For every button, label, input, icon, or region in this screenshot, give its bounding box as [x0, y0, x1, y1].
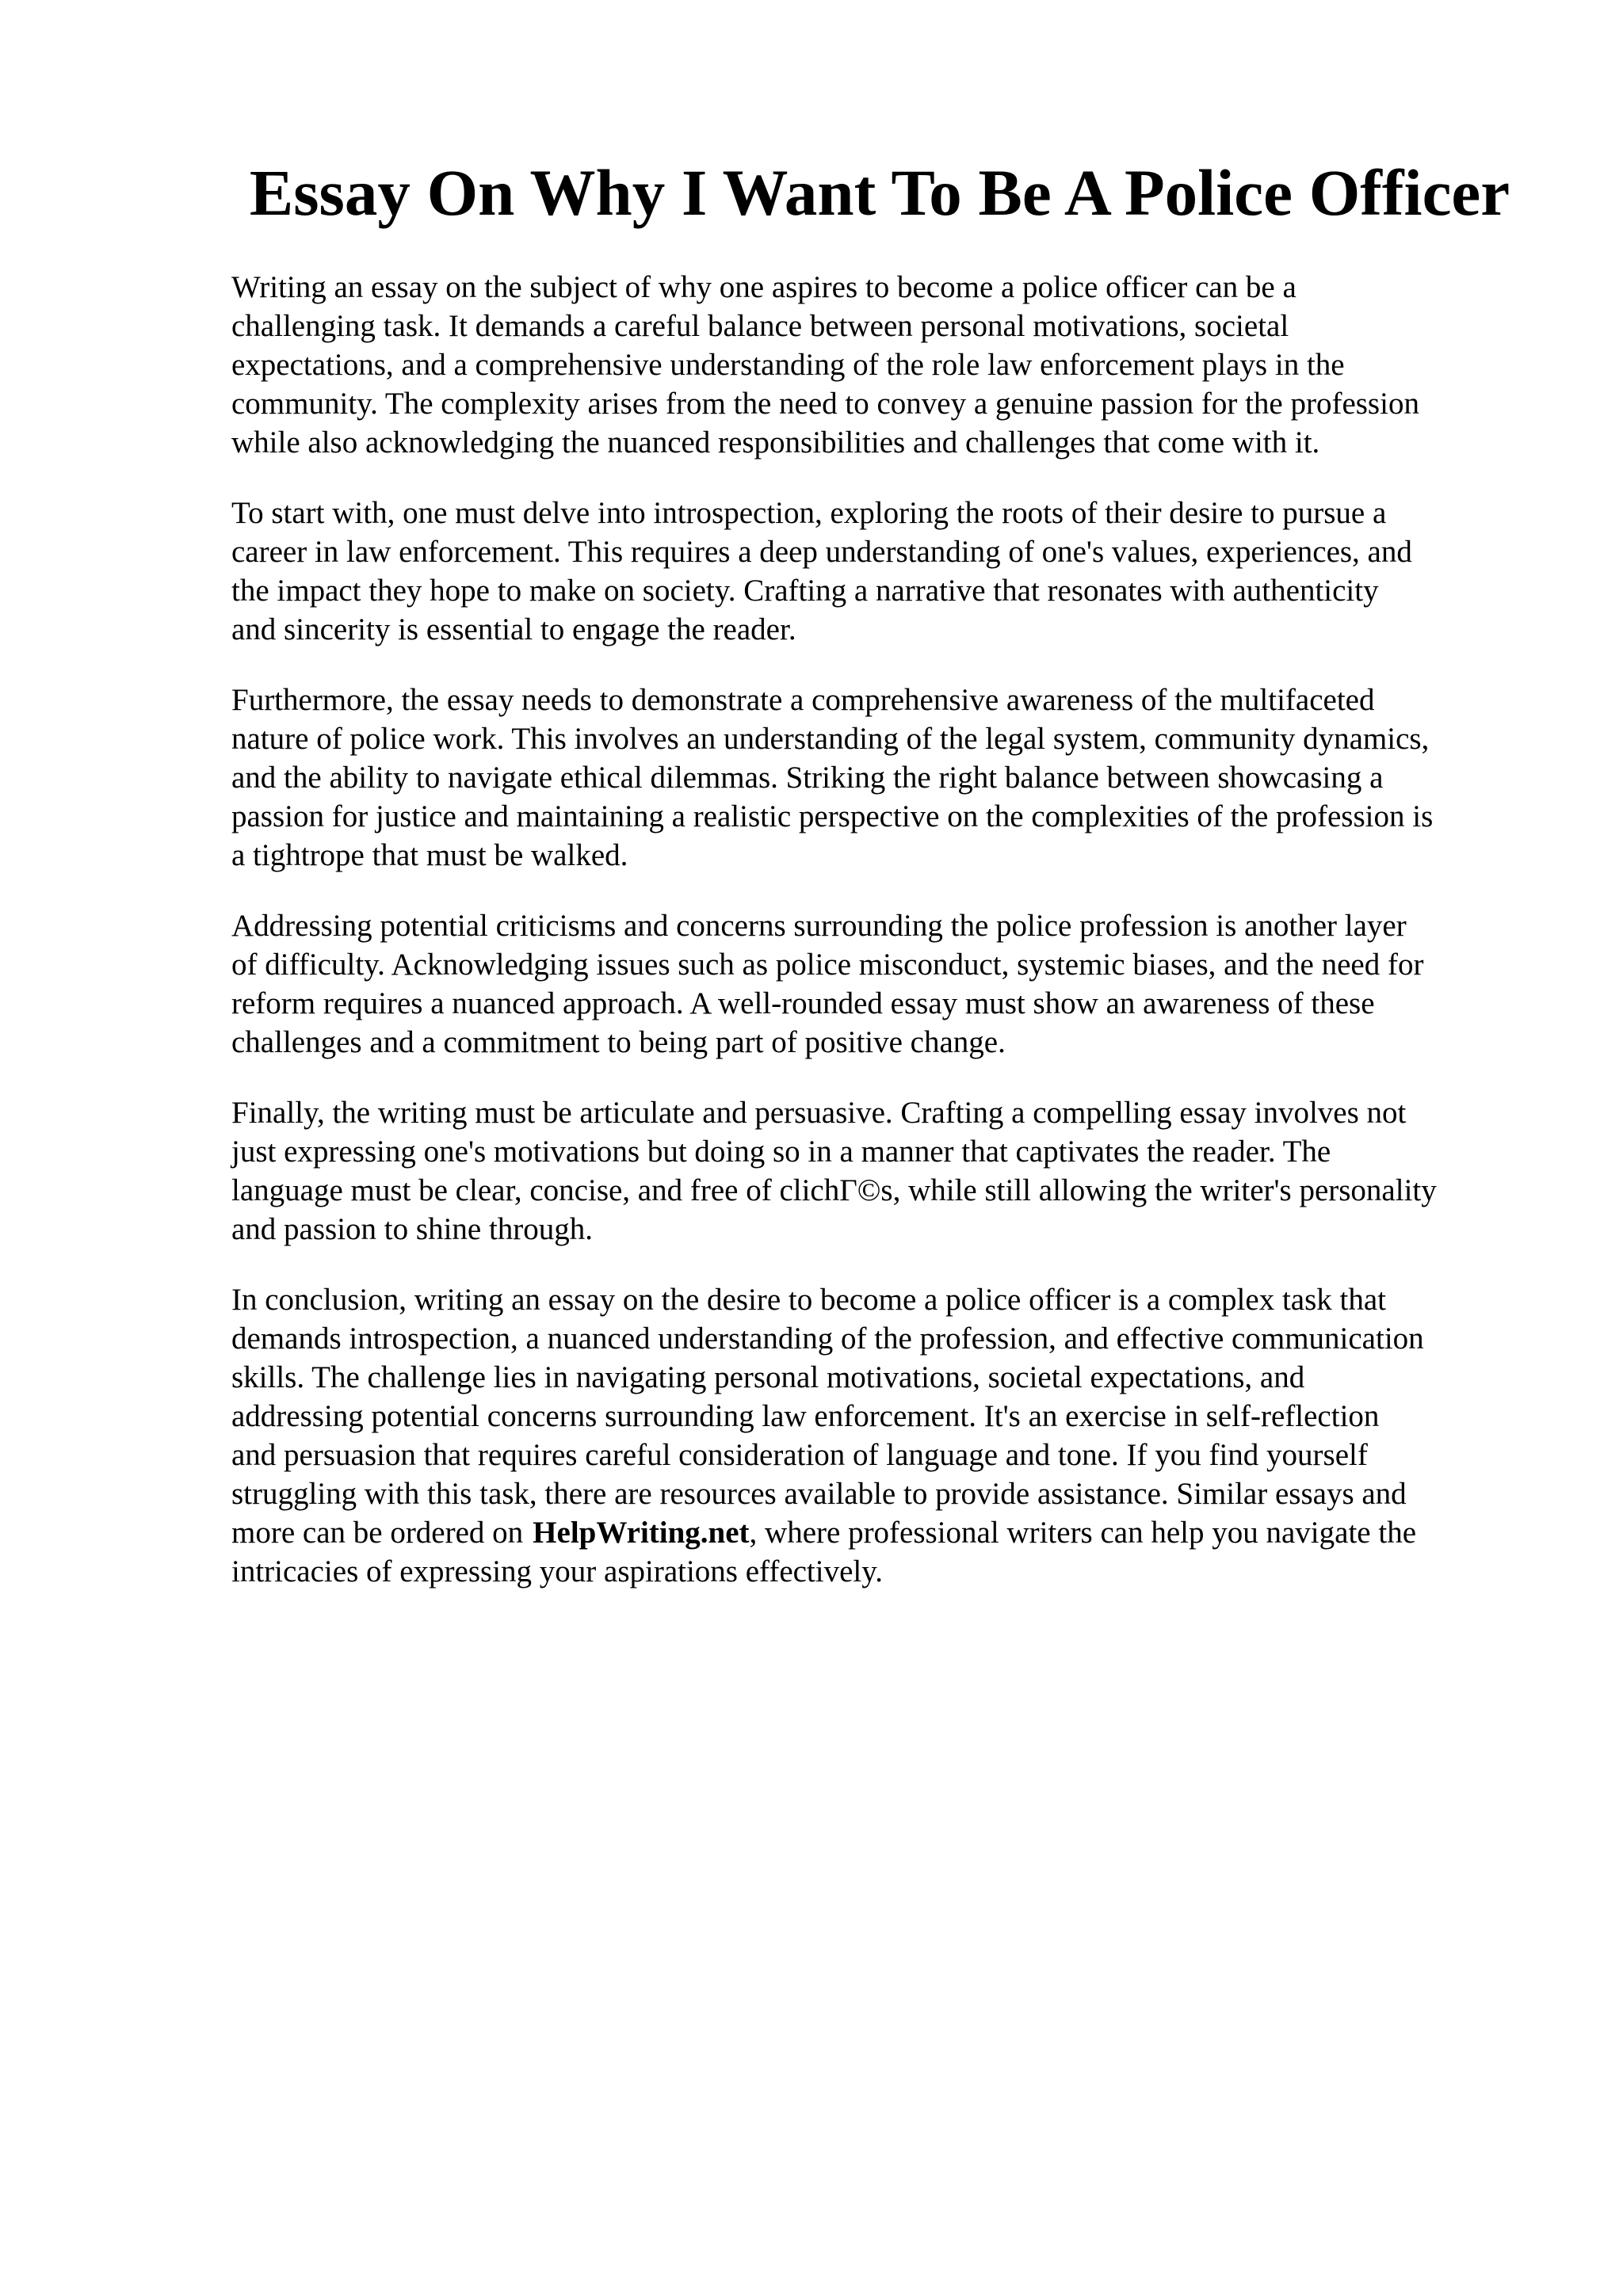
text-line: the impact they hope to make on society. Crafting a narrative that resonates with authenticity — [231, 574, 1379, 608]
text-line: of difficulty. Acknowledging issues such as police misconduct, systemic biases, and the need for — [231, 948, 1424, 982]
text-line: reform requires a nuanced approach. A well-rounded essay must show an awareness of these — [231, 986, 1375, 1020]
text-line: career in law enforcement. This requires a deep understanding of one's values, experiences, and — [231, 535, 1412, 569]
text-line: nature of police work. This involves an understanding of the legal system, community dynamics, — [231, 722, 1430, 756]
text-line: struggling with this task, there are resources available to provide assistance. Similar essays and — [231, 1477, 1407, 1511]
text-line: challenges and a commitment to being part of positive change. — [231, 1025, 1006, 1059]
paragraph-intro — [231, 268, 1531, 462]
text-line: a tightrope that must be walked. — [231, 838, 628, 872]
text-line: language must be clear, concise, and free of clichΓ©s, while still allowing the writer's personality — [231, 1173, 1437, 1207]
document-body — [231, 268, 1531, 1623]
text-line: and persuasion that requires careful consideration of language and tone. If you find yourself — [231, 1438, 1368, 1472]
text-line: community. The complexity arises from the need to convey a genuine passion for the profession — [231, 387, 1419, 421]
helpwriting-link[interactable]: HelpWriting.net — [533, 1516, 750, 1550]
text-line: skills. The challenge lies in navigating personal motivations, societal expectations, and — [231, 1360, 1305, 1394]
text-line: Addressing potential criticisms and concerns surrounding the police profession is another layer — [231, 909, 1407, 943]
paragraph-conclusion — [231, 1280, 1531, 1591]
text-line: intricacies of expressing your aspirations effectively. — [231, 1554, 883, 1589]
text-line: In conclusion, writing an essay on the desire to become a police officer is a complex task that — [231, 1283, 1386, 1317]
text-line-with-link — [231, 1513, 1531, 1552]
paragraph-criticisms — [231, 906, 1531, 1062]
link-lead-text: more can be ordered on — [231, 1516, 524, 1550]
document-title: Essay On Why I Want To Be A Police Officer — [249, 156, 1510, 229]
paragraph-introspection — [231, 494, 1531, 649]
text-line: expectations, and a comprehensive understanding of the role law enforcement plays in the — [231, 348, 1345, 382]
text-line: and the ability to navigate ethical dilemmas. Striking the right balance between showcasing a — [231, 761, 1384, 795]
text-line: Furthermore, the essay needs to demonstrate a comprehensive awareness of the multifaceted — [231, 683, 1375, 717]
text-line: while also acknowledging the nuanced responsibilities and challenges that come with it. — [231, 425, 1320, 460]
text-line: just expressing one's motivations but doing so in a manner that captivates the reader. The — [231, 1135, 1331, 1169]
paragraph-awareness — [231, 681, 1531, 875]
paragraph-writing-style — [231, 1093, 1531, 1249]
text-line: challenging task. It demands a careful balance between personal motivations, societal — [231, 309, 1289, 343]
link-trail-text: , where professional writers can help you navigate the — [749, 1516, 1416, 1550]
text-line: Finally, the writing must be articulate and persuasive. Crafting a compelling essay involves not — [231, 1096, 1407, 1130]
text-line: Writing an essay on the subject of why one aspires to become a police officer can be a — [231, 270, 1296, 304]
text-line: and sincerity is essential to engage the reader. — [231, 612, 796, 646]
text-line: demands introspection, a nuanced understanding of the profession, and effective communication — [231, 1322, 1424, 1356]
text-line: addressing potential concerns surrounding law enforcement. It's an exercise in self-reflection — [231, 1399, 1380, 1433]
text-line: and passion to shine through. — [231, 1212, 594, 1246]
text-line: To start with, one must delve into introspection, exploring the roots of their desire to pursue a — [231, 496, 1387, 530]
text-line: passion for justice and maintaining a realistic perspective on the complexities of the profession is — [231, 799, 1434, 833]
